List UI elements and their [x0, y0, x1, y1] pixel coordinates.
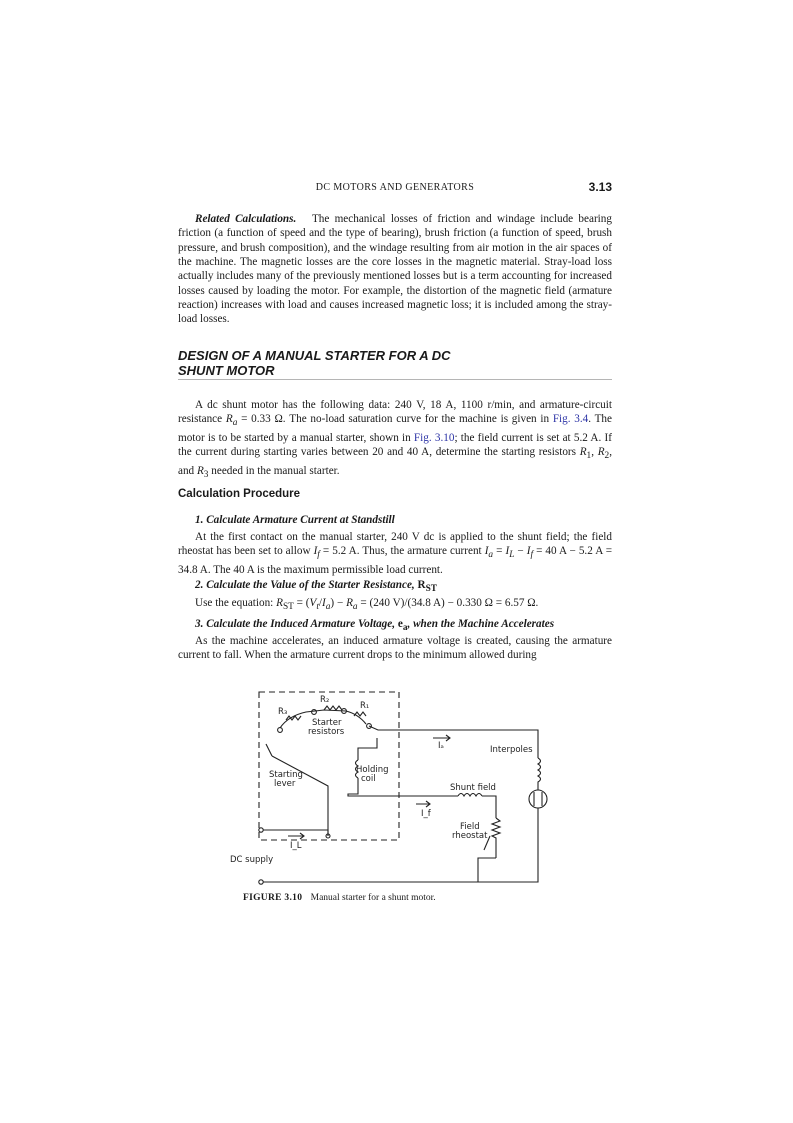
- figure-caption-text: Manual starter for a shunt motor.: [310, 893, 436, 903]
- symbol-r: R: [276, 597, 283, 609]
- step-text: =: [493, 545, 506, 558]
- step-title-text: 2. Calculate the Value of the Starter Resistance,: [195, 579, 418, 591]
- symbol-sub: ST: [425, 584, 438, 595]
- label-rheostat: rheostat: [452, 831, 488, 841]
- related-calculations-text: The mechanical losses of friction and windage include bearing friction (a function of speed and the type of bearing), brush friction (a function of speed, brush pressure, and brush composition), and the windage resulting from air motion in the air spaces of the machine. The magnetic losses are the core losses in the magnetic material. Stray-load loss actually includes many of the previously mentioned losses but is a term accounting for increased losses caused by loading the motor. For example, the distortion of the magnetic field (armature reaction) increases with load and causes increased magnetic loss; it is included among the stray-load losses.: [178, 213, 612, 326]
- figure-caption-label: FIGURE 3.10: [243, 893, 303, 903]
- label-resistors: resistors: [308, 727, 345, 737]
- label-field: Field: [460, 822, 480, 832]
- symbol-r: R: [346, 597, 353, 609]
- symbol-sub: a: [232, 418, 238, 429]
- section-title-line1: DESIGN OF A MANUAL STARTER FOR A DC: [178, 348, 451, 363]
- problem-text: needed in the manual starter.: [208, 464, 340, 477]
- label-holding: Holding: [356, 765, 389, 775]
- related-calculations-label: Related Calculations.: [195, 213, 297, 225]
- step-title-text: 3. Calculate the Induced Armature Voltage,: [195, 618, 398, 630]
- symbol-sub: a: [325, 602, 331, 613]
- symbol-sub: t: [316, 602, 319, 613]
- step-title-text: , when the Machine Accelerates: [407, 618, 555, 630]
- step-text: −: [514, 545, 527, 558]
- label-r2: R₂: [320, 695, 330, 705]
- symbol-i: I: [505, 545, 510, 558]
- symbol-r: R: [225, 413, 233, 426]
- label-dc-supply: DC supply: [230, 855, 274, 865]
- problem-text: = 0.33 Ω. The no-load saturation curve for the machine is given in: [237, 413, 553, 426]
- step-text: ) −: [330, 597, 347, 609]
- field-wire: [482, 796, 496, 818]
- problem-text: ,: [591, 446, 598, 459]
- label-interpoles: Interpoles: [490, 745, 533, 755]
- field-rheostat: [492, 818, 500, 858]
- symbol-sub: a: [488, 550, 494, 561]
- step-text: = (: [293, 597, 310, 609]
- supply-terminal: [259, 880, 263, 884]
- label-lever: lever: [274, 779, 296, 789]
- symbol-sub: 3: [203, 470, 209, 481]
- label-ia: Iₐ: [438, 741, 444, 751]
- label-coil: coil: [361, 774, 376, 784]
- symbol-r: R: [417, 579, 426, 591]
- symbol-sub: f: [530, 550, 534, 561]
- symbol-i: I: [313, 545, 318, 558]
- running-head: [178, 182, 612, 196]
- figure-link-3-4[interactable]: Fig. 3.4: [552, 413, 589, 426]
- section-title: [178, 348, 612, 380]
- step-text: /: [318, 597, 323, 609]
- symbol-r: R: [597, 446, 605, 459]
- running-head-title: DC MOTORS AND GENERATORS: [315, 182, 475, 193]
- problem-text: , and: [178, 446, 613, 477]
- label-il: I_L: [290, 841, 302, 851]
- problem-statement: [178, 398, 612, 482]
- supply-wire: [263, 830, 328, 836]
- symbol-sub: 2: [604, 451, 610, 462]
- interpoles-coil: [538, 758, 541, 790]
- label-starting: Starting: [269, 770, 303, 780]
- symbol-i: I: [322, 597, 326, 609]
- symbol-sub: 1: [586, 451, 592, 462]
- circuit-diagram: [228, 686, 558, 896]
- symbol-sub: L: [509, 550, 515, 561]
- step2-title: [195, 579, 437, 594]
- problem-text: A dc shunt motor has the following data: 240 V, 18 A, 1100 r/min, and armature-circuit resistance: [178, 399, 612, 426]
- supply-terminal: [259, 828, 263, 832]
- page-number: 3.13: [588, 180, 612, 194]
- label-r3: R₃: [278, 707, 288, 717]
- symbol-sub: f: [317, 550, 320, 561]
- problem-text: ; the field current is set at 5.2 A. If the current during starting varies between 20 and 40 A, determine the starting resistors: [178, 431, 612, 459]
- symbol-r: R: [196, 464, 204, 477]
- step-text: = 5.2 A. Thus, the armature current: [319, 545, 485, 558]
- step2-text: [195, 596, 612, 615]
- symbol-sub: a: [352, 602, 358, 613]
- related-calculations-paragraph: [178, 212, 612, 327]
- lever-arm: [266, 744, 272, 756]
- il-arrow: [288, 833, 304, 839]
- label-shunt-field: Shunt field: [450, 783, 496, 793]
- step3-text: As the machine accelerates, an induced armature voltage is created, causing the armature current to fall. When the armature current drops to the minimum allowed during: [178, 635, 612, 662]
- shunt-field-coil: [458, 794, 482, 797]
- resistor-r2: [324, 706, 342, 710]
- contact-stud: [312, 710, 317, 715]
- holding-coil-wire: [358, 738, 377, 760]
- calculation-procedure-heading: Calculation Procedure: [178, 488, 301, 500]
- rheostat-return: [478, 858, 496, 882]
- starting-lever: [272, 756, 328, 836]
- symbol-sub: a: [402, 623, 408, 634]
- problem-text: . The motor is to be started by a manual starter, shown in: [178, 413, 612, 444]
- step-text: = (240 V)/(34.8 A) − 0.330 Ω = 6.57 Ω.: [357, 597, 539, 609]
- symbol-v: V: [309, 597, 317, 609]
- symbol-i: I: [484, 545, 489, 558]
- step-text: Use the equation:: [195, 597, 277, 609]
- symbol-sub: ST: [282, 602, 294, 613]
- if-arrow: [416, 801, 430, 807]
- manual-starter-figure: [228, 686, 558, 896]
- figure-caption: [243, 893, 436, 903]
- step3-title: [195, 618, 554, 633]
- symbol-r: R: [579, 446, 587, 459]
- step1-title: 1. Calculate Armature Current at Standstill: [195, 514, 395, 526]
- figure-link-3-10[interactable]: Fig. 3.10: [413, 431, 455, 444]
- contact-stud: [278, 728, 283, 733]
- symbol-i: I: [526, 545, 531, 558]
- step-text: = 40 A − 5.2 A = 34.8 A. The 40 A is the maximum permissible load current.: [178, 545, 613, 576]
- motor-armature: [529, 790, 547, 808]
- label-if: I_f: [421, 809, 431, 819]
- symbol-e: e: [397, 618, 403, 630]
- label-starter: Starter: [312, 718, 342, 728]
- step-text: At the first contact on the manual starter, 240 V dc is applied to the shunt field; the field rheostat has been set to allow: [178, 531, 612, 558]
- step1-text: [178, 530, 612, 577]
- section-title-line2: SHUNT MOTOR: [178, 363, 275, 378]
- label-r1: R₁: [360, 701, 370, 711]
